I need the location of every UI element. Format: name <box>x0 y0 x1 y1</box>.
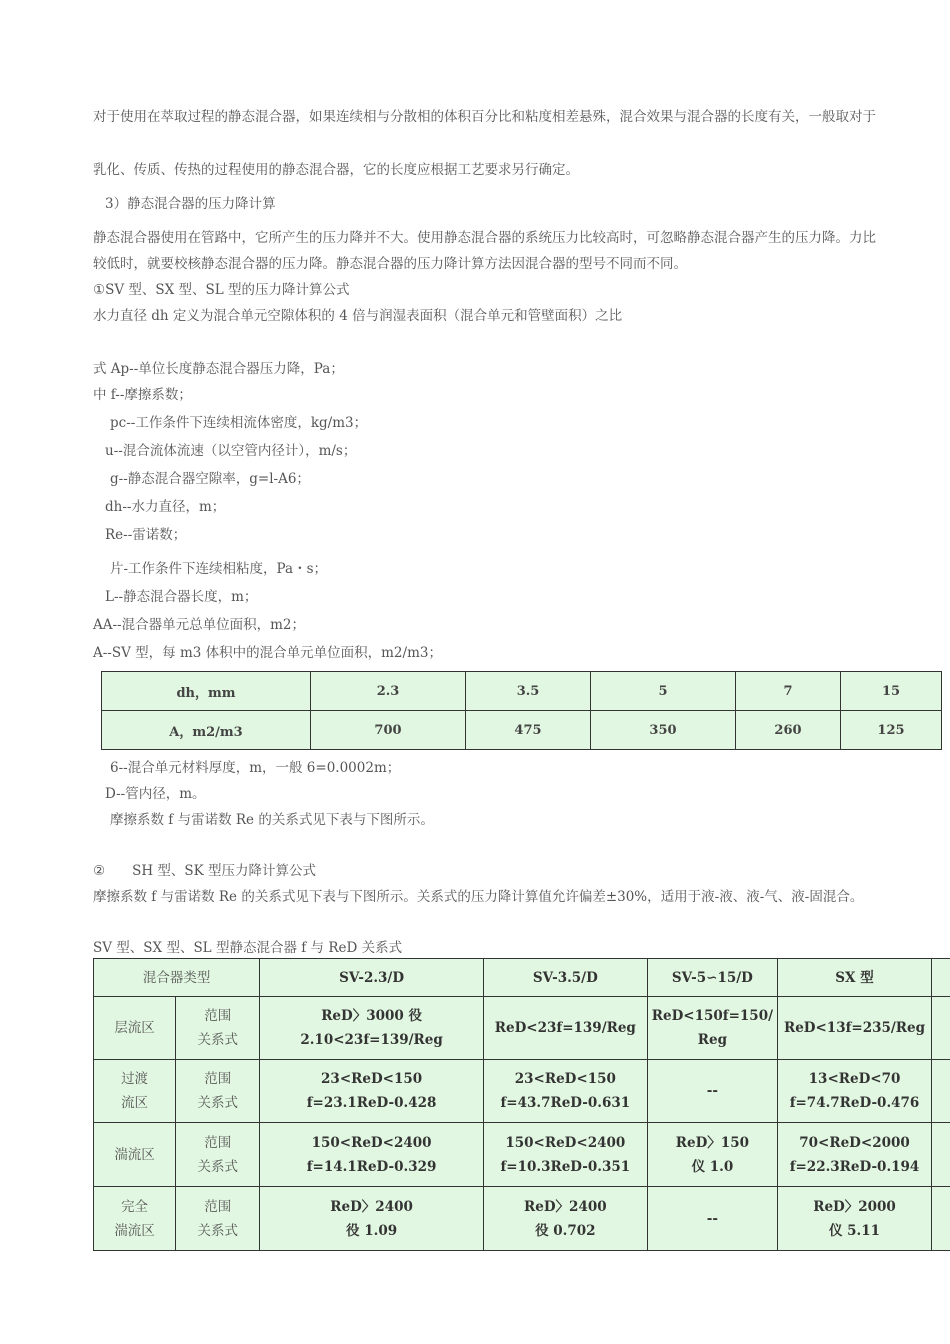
table-cell: 范围 关系式 <box>176 1187 260 1251</box>
table-cell: 范围 关系式 <box>176 1123 260 1187</box>
table-cell: 23<ReD<150 f=23.1ReD-0.428 <box>260 1060 484 1123</box>
table-cell: 15 <box>841 672 942 711</box>
table-cell: ReD〉2000 仪 5.11 <box>778 1187 932 1251</box>
table-cell: 湍流区 <box>94 1123 176 1187</box>
table-cell: ReD<23f=139/Reg <box>483 997 647 1060</box>
paragraph-pressure-2: 较低时，就要校核静态混合器的压力降。静态混合器的压力降计算方法因混合器的型号不同而不同。 <box>93 256 687 272</box>
table-header-cell: SV-5∽15/D <box>647 959 777 997</box>
table-cell-clipped <box>932 997 950 1060</box>
table-cell: 过渡 流区 <box>94 1060 176 1123</box>
var-aa: AA--混合器单元总单位面积，m2； <box>93 617 306 633</box>
var-u: u--混合流体流速（以空管内径计），m/s； <box>105 443 357 459</box>
var-ap: 式 Ap--单位长度静态混合器压力降，Pa； <box>93 361 344 377</box>
var-a: A--SV 型，每 m3 体积中的混合单元单位面积，m2/m3； <box>93 645 442 661</box>
table-cell: ReD〉150 仪 1.0 <box>647 1123 777 1187</box>
var-thickness: 6--混合单元材料厚度，m，一般 6=0.0002m； <box>110 760 401 776</box>
section-heading-pressure-drop: 3）静态混合器的压力降计算 <box>105 196 276 212</box>
table-cell-clipped <box>932 1187 950 1251</box>
table-cell: 7 <box>736 672 841 711</box>
table-cell: -- <box>647 1060 777 1123</box>
var-viscosity: 片-工作条件下连续相粘度，Pa・s； <box>110 561 328 577</box>
table-cell: ReD〉2400 役 1.09 <box>260 1187 484 1251</box>
var-l: L--静态混合器长度，m； <box>105 589 258 605</box>
table-cell: 23<ReD<150 f=43.7ReD-0.631 <box>483 1060 647 1123</box>
table-header-cell: dh，mm <box>102 672 311 711</box>
table-cell: -- <box>647 1187 777 1251</box>
hydraulic-diameter-definition: 水力直径 dh 定义为混合单元空隙体积的 4 倍与润湿表面积（混合单元和管壁面积）之比 <box>93 308 623 324</box>
table-cell: 2.3 <box>311 672 466 711</box>
table-header-cell: SV-3.5/D <box>483 959 647 997</box>
table-cell: 5 <box>591 672 736 711</box>
table-cell-clipped <box>932 1060 950 1123</box>
var-pc: pc--工作条件下连续相流体密度，kg/m3； <box>110 415 368 431</box>
friction-reynolds-note: 摩擦系数 f 与雷诺数 Re 的关系式见下表与下图所示。 <box>110 812 434 828</box>
friction-reynolds-table <box>93 958 950 1251</box>
dh-area-table <box>101 671 942 750</box>
table-header-cell: SV-2.3/D <box>260 959 484 997</box>
table2-title: SV 型、SX 型、SL 型静态混合器 f 与 ReD 关系式 <box>93 940 403 956</box>
table-header-cell: SX 型 <box>778 959 932 997</box>
table-row <box>94 1060 950 1123</box>
table-row <box>102 672 942 711</box>
table-cell: 范围 关系式 <box>176 1060 260 1123</box>
table-row <box>94 997 950 1060</box>
table-row <box>94 1123 950 1187</box>
table-header-cell: A，m2/m3 <box>102 711 311 750</box>
var-d: D--管内径，m。 <box>105 786 206 802</box>
var-dh: dh--水力直径，m； <box>105 499 226 515</box>
table-cell: 150<ReD<2400 f=14.1ReD-0.329 <box>260 1123 484 1187</box>
table-cell: 层流区 <box>94 997 176 1060</box>
var-g: g--静态混合器空隙率，g=l-A6； <box>110 471 310 487</box>
table-header-cell: 混合器类型 <box>94 959 260 997</box>
table-cell: 70<ReD<2000 f=22.3ReD-0.194 <box>778 1123 932 1187</box>
table-row <box>94 1187 950 1251</box>
table-cell-clipped <box>932 1123 950 1187</box>
table-cell: ReD〉3000 役 2.10<23f=139/Reg <box>260 997 484 1060</box>
sh-sk-description: 摩擦系数 f 与雷诺数 Re 的关系式见下表与下图所示。关系式的压力降计算值允许偏差±30%，适用于液-液、液-气、液-固混合。 <box>93 889 864 905</box>
table-cell: 150<ReD<2400 f=10.3ReD-0.351 <box>483 1123 647 1187</box>
table-cell: ReD<13f=235/Reg <box>778 997 932 1060</box>
table-header-row <box>94 959 950 997</box>
table-cell: 700 <box>311 711 466 750</box>
subsection-sv-sx-sl: ①SV 型、SX 型、SL 型的压力降计算公式 <box>93 282 350 298</box>
paragraph-length: 乳化、传质、传热的过程使用的静态混合器，它的长度应根据工艺要求另行确定。 <box>93 162 579 178</box>
table-cell: 125 <box>841 711 942 750</box>
var-f: 中 f--摩擦系数； <box>93 387 192 403</box>
table-cell: 475 <box>466 711 591 750</box>
table-cell: ReD<150f=150/ Reg <box>647 997 777 1060</box>
paragraph-extraction: 对于使用在萃取过程的静态混合器，如果连续相与分散相的体积百分比和粘度相差悬殊，混合效果与混合器的长度有关，一般取对于 <box>93 109 876 125</box>
table-cell: 260 <box>736 711 841 750</box>
table-cell: ReD〉2400 役 0.702 <box>483 1187 647 1251</box>
var-re: Re--雷诺数； <box>105 527 187 543</box>
table-cell: 完全 湍流区 <box>94 1187 176 1251</box>
table-cell: 13<ReD<70 f=74.7ReD-0.476 <box>778 1060 932 1123</box>
table-cell-clipped <box>932 959 950 997</box>
table-cell: 350 <box>591 711 736 750</box>
subsection-sh-sk: ② SH 型、SK 型压力降计算公式 <box>93 863 317 879</box>
paragraph-pressure-1: 静态混合器使用在管路中，它所产生的压力降并不大。使用静态混合器的系统压力比较高时，可忽略静态混合器产生的压力降。力比 <box>93 230 876 246</box>
table-row <box>102 711 942 750</box>
table-cell: 范围 关系式 <box>176 997 260 1060</box>
table-cell: 3.5 <box>466 672 591 711</box>
